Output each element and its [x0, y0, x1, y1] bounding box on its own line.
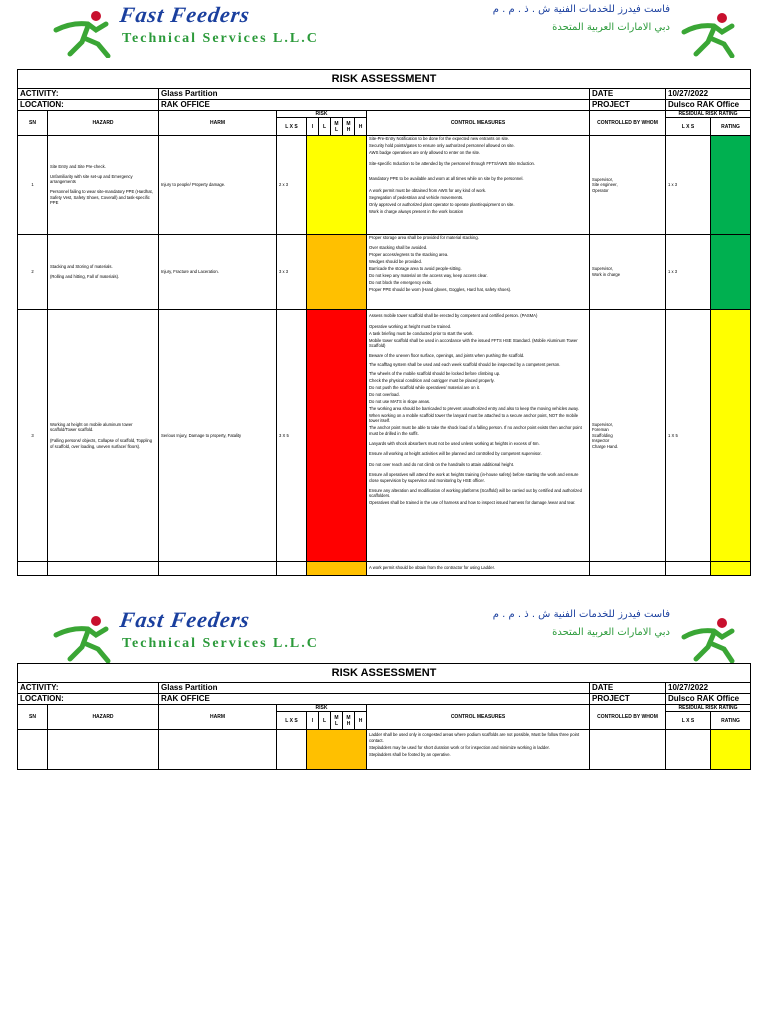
control-measures-cell: Ladder shall be used only in congested areas where podium scaffolds are not possible, Must be follow three point contact. Stepladders may be used for short duration work or for inspection and minimize working in ladder. Stepladders shall be footed by an operative.: [367, 730, 590, 770]
risk-rating-red: [307, 310, 367, 562]
sn-cell: 3: [18, 310, 48, 562]
lxs-cell: 3 x 3: [277, 235, 307, 310]
control-measures-cell: Proper storage area shall be provided for material stacking. Over stacking shall be avoided. Proper access/egress to the stacking area. Wedges should be provided. Barricade the storage area to avoid people-sitting. Do not keep any material on the access way, keep access clear. Do not block the emergency exits. Proper PPE should be worn (Hand gloves, Goggles, Hard hat, safety shoes).: [367, 235, 590, 310]
project-value: Dulsco RAK Office: [666, 100, 751, 111]
lxs-cell: 3 X 5: [277, 310, 307, 562]
runner-logo-right-icon: [680, 10, 738, 58]
hazard-cell: Working at height on mobile aluminum tower scaffold/Tower scaffold. (Falling persons/ objects, Collapse of scaffold, Toppling of scaffold, over loading, uneven surface/ floors).: [48, 310, 159, 562]
residual-lxs-header: L X S: [666, 712, 711, 730]
hazard-cell: Site Entry and Site Pre-check. Unfamiliarity with site set-up and Emergency arrangements Personnel failing to wear site-mandatory PPE (Hardhat, Safety Vest, Safety Shoes, Coverall) and task-specific PPE: [48, 136, 159, 235]
runner-logo-icon: [52, 613, 114, 663]
page-2: [0, 605, 768, 1024]
controlled-by-cell: Supervisor, Foreman Scaffolding Inspector Charge Hand.: [590, 310, 666, 562]
control-measures-header: CONTROL MEASURES: [367, 705, 590, 730]
location-label: LOCATION:: [18, 694, 159, 705]
company-name: Fast Feeders: [118, 607, 252, 632]
residual-risk-header: RESIDUAL RISK RATING: [666, 705, 751, 712]
residual-rating-yellow: [711, 730, 751, 770]
table-row: [18, 310, 751, 562]
risk-mh-header: M H: [343, 118, 355, 136]
controlled-by-cell: Supervisor, Work in charge: [590, 235, 666, 310]
runner-logo-right-icon: [680, 615, 738, 663]
lxs-header: L X S: [277, 712, 307, 730]
harm-header: HARM: [159, 705, 277, 730]
lxs-cell: 2 x 3: [277, 136, 307, 235]
risk-h-header: H: [355, 118, 367, 136]
risk-header: RISK: [277, 705, 367, 712]
risk-rating-orange: [307, 562, 367, 576]
location-value: RAK OFFICE: [159, 100, 590, 111]
harm-header: HARM: [159, 111, 277, 136]
location-label: LOCATION:: [18, 100, 159, 111]
runner-logo-icon: [52, 8, 114, 58]
risk-ml-header: M L: [331, 712, 343, 730]
residual-risk-header: RESIDUAL RISK RATING: [666, 111, 751, 118]
company-subtitle: Technical Services L.L.C: [122, 636, 319, 651]
company-header: [0, 605, 768, 669]
risk-l-header: L: [319, 118, 331, 136]
activity-label: ACTIVITY:: [18, 89, 159, 100]
risk-i-header: I: [307, 118, 319, 136]
residual-rating-green: [711, 235, 751, 310]
risk-i-header: I: [307, 712, 319, 730]
activity-value: Glass Partition: [159, 683, 590, 694]
activity-value: Glass Partition: [159, 89, 590, 100]
project-label: PROJECT: [590, 694, 666, 705]
harm-cell: Serious Injury, Damage to property, Fatality: [159, 310, 277, 562]
rating-header: RATING: [711, 118, 751, 136]
risk-ml-header: M L: [331, 118, 343, 136]
risk-rating-orange: [307, 730, 367, 770]
form-title: RISK ASSESSMENT: [18, 70, 751, 89]
risk-h-header: H: [355, 712, 367, 730]
lxs-header: L X S: [277, 118, 307, 136]
table-row: [18, 730, 751, 770]
company-subtitle-arabic: دبي الامارات العربية المتحدة: [552, 22, 670, 33]
risk-rating-yellow: [307, 136, 367, 235]
risk-l-header: L: [319, 712, 331, 730]
risk-rating-orange: [307, 235, 367, 310]
risk-mh-header: M H: [343, 712, 355, 730]
table-row: [18, 235, 751, 310]
company-name: Fast Feeders: [118, 2, 252, 27]
sn-header: SN: [18, 705, 48, 730]
activity-label: ACTIVITY:: [18, 683, 159, 694]
harm-cell: Injury to people/ Property damage.: [159, 136, 277, 235]
controlled-by-header: CONTROLLED BY WHOM: [590, 111, 666, 136]
date-value: 10/27/2022: [666, 89, 751, 100]
date-label: DATE: [590, 89, 666, 100]
location-value: RAK OFFICE: [159, 694, 590, 705]
table-row: [18, 136, 751, 235]
risk-header: RISK: [277, 111, 367, 118]
date-value: 10/27/2022: [666, 683, 751, 694]
residual-lxs-cell: 1 x 3: [666, 235, 711, 310]
company-name-arabic: فاست فيدرز للخدمات الفنية ش . ذ . م . م: [492, 4, 670, 15]
risk-assessment-table-continued: [17, 663, 751, 770]
sn-header: SN: [18, 111, 48, 136]
project-label: PROJECT: [590, 100, 666, 111]
company-name-arabic: فاست فيدرز للخدمات الفنية ش . ذ . م . م: [492, 609, 670, 620]
company-subtitle: Technical Services L.L.C: [122, 31, 319, 46]
harm-cell: Injury, Fracture and Laceration.: [159, 235, 277, 310]
residual-rating-yellow: [711, 310, 751, 562]
control-measures-cell: Site-Pre-Entry Notification to be done for the expected new entrants on site. Security hold points/gates to ensure only authorized personnel allowed on site. AWS badge operatives are only allowed to enter on the site. Site-specific Induction to be attended by the personnel through FFTS/AWS Site Induction. Mandatory PPE to be available and worn at all times while on site by the personnel. A work permit must be obtained from AWS for any kind of work. Segregation of pedestrian and vehicle movements. Only approved or authorized plant operator to operate plant/equipment on site. Work in charge always present in the work location: [367, 136, 590, 235]
hazard-cell: Stacking and Storing of materials. (Rolling and hitting, Fall of materials).: [48, 235, 159, 310]
residual-lxs-cell: 1 X 5: [666, 310, 711, 562]
control-measures-cell: Assess mobile tower scaffold shall be erected by competent and certified person. (PASMA) Operative working at height must be trained. A task briefing must be conducted prior to start the work. Mobile tower scaffold shall be used in accordance with the issued FFTS HSE Standard. (Mobile Aluminum Tower Scaffold) Beware of the uneven floor surface, openings, and joints when pushing the scaffold. The scafftag system shall be used and each week scaffold should be inspected by a competent person. The wheels of the mobile scaffold should be locked before climbing up. Check the physical condition and outrigger must be placed properly. Do not push the scaffold while operatives/ material are on it. Do not overload. Do not use MATS in slope areas. The working area should be barricaded to prevent unauthorized entry and also to keep the moving vehicles away. When working on a mobile scaffold tower the lanyard must be attached to a secure anchor point, NOT the mobile tower itself. The anchor point must be able to take the shock load of a falling person. If no anchor point exists then anchor point must be drilled in the soffit. Lanyards with shock absorbers must not be used unless working at heights in excess of 6m. Ensure all working at height activities will be planned and controlled by competent supervisor. Do not over reach and do not climb on the handrails to attain additional height. Ensure all operatives will attend the work at heights training (in-house safety) before starting the work and ensure close supervision by supervisor and monitoring by HSE officer. Ensure any alteration and modification of working platforms (Scaffold) will be carried out by certified and authorized scaffolders. Operatives shall be trained in the use of harness and how to inspect issued harness for damage /wear and tear.: [367, 310, 590, 562]
controlled-by-header: CONTROLLED BY WHOM: [590, 705, 666, 730]
sn-cell: 1: [18, 136, 48, 235]
form-title: RISK ASSESSMENT: [18, 664, 751, 683]
residual-rating-green: [711, 136, 751, 235]
residual-lxs-header: L X S: [666, 118, 711, 136]
hazard-header: HAZARD: [48, 705, 159, 730]
company-subtitle-arabic: دبي الامارات العربية المتحدة: [552, 627, 670, 638]
control-measures-cell: A work permit should be obtain from the contractor for using Ladder.: [367, 562, 590, 576]
rating-header: RATING: [711, 712, 751, 730]
sn-cell: 2: [18, 235, 48, 310]
company-header: [0, 0, 768, 64]
date-label: DATE: [590, 683, 666, 694]
controlled-by-cell: Supervisor, Site engineer, Operator: [590, 136, 666, 235]
risk-assessment-table: [17, 69, 751, 576]
residual-rating-yellow: [711, 562, 751, 576]
hazard-header: HAZARD: [48, 111, 159, 136]
control-measures-header: CONTROL MEASURES: [367, 111, 590, 136]
table-row: [18, 562, 751, 576]
project-value: Dulsco RAK Office: [666, 694, 751, 705]
residual-lxs-cell: 1 x 3: [666, 136, 711, 235]
